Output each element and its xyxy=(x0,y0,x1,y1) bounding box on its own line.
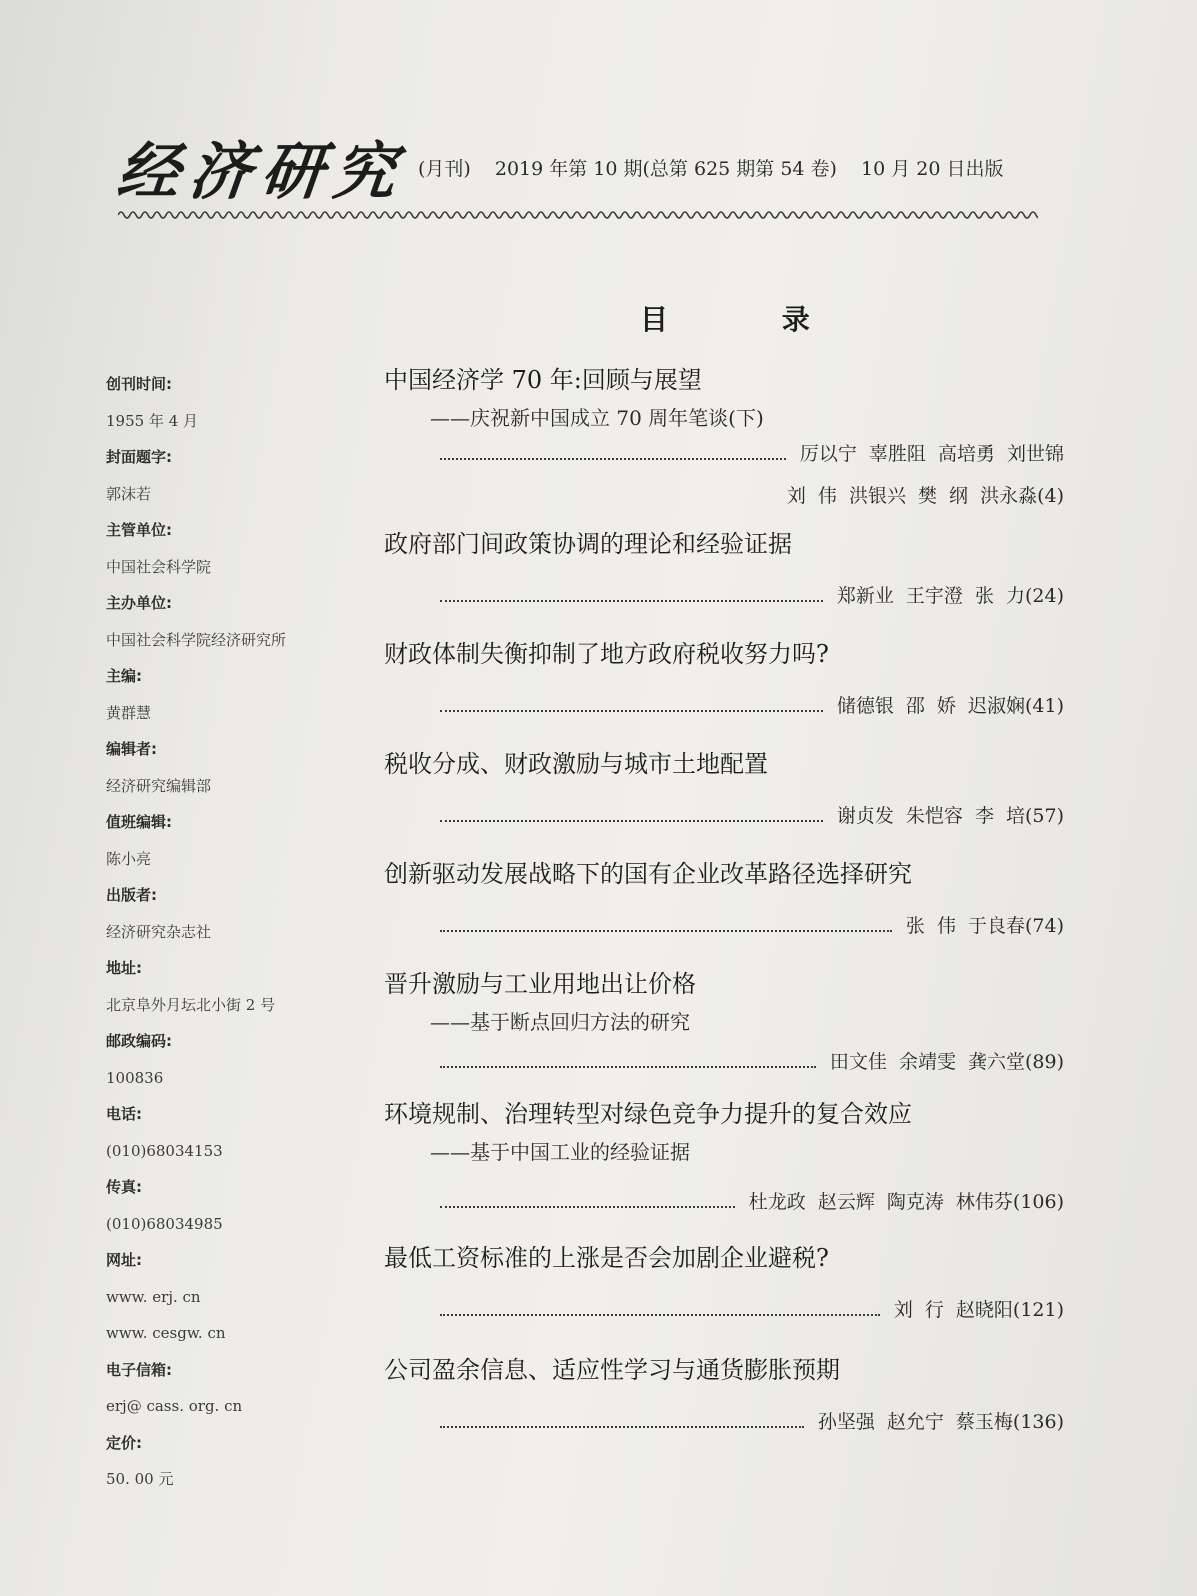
journal-logo: 经济研究 xyxy=(113,135,410,208)
masthead-frequency: (月刊) xyxy=(418,158,471,180)
sidebar-sponsor-value: 中国社会科学院经济研究所 xyxy=(106,630,287,649)
leader-dots xyxy=(440,1052,816,1068)
author-line xyxy=(384,436,1064,468)
sidebar-supervisor-value: 中国社会科学院 xyxy=(106,557,212,576)
masthead-info xyxy=(418,154,1021,181)
author-line xyxy=(384,1184,1064,1216)
sidebar-fax-value: (010)68034985 xyxy=(106,1214,223,1233)
sidebar-website-label: 网址: xyxy=(106,1251,142,1269)
table-of-contents xyxy=(384,360,1064,1436)
article-subtitle: ——庆祝新中国成立 70 周年笔谈(下) xyxy=(430,406,764,430)
leader-dots xyxy=(440,806,823,822)
sidebar-compiler-value: 经济研究编辑部 xyxy=(106,776,212,795)
author-line xyxy=(384,908,1064,940)
article-title: 中国经济学 70 年:回顾与展望 xyxy=(384,366,702,394)
toc-entry xyxy=(384,1238,1064,1324)
sidebar-phone-label: 电话: xyxy=(106,1105,142,1123)
author-line xyxy=(384,1292,1064,1324)
sidebar-postcode-label: 邮政编码: xyxy=(106,1032,172,1050)
sidebar-editor-value: 黄群慧 xyxy=(106,703,152,722)
sidebar-duty-editor-label: 值班编辑: xyxy=(106,813,172,831)
sidebar-cover-label: 封面题字: xyxy=(106,448,172,466)
article-title: 税收分成、财政激励与城市土地配置 xyxy=(384,750,768,778)
masthead-issue: 2019 年第 10 期(总第 625 期第 54 卷) xyxy=(494,158,837,180)
leader-dots xyxy=(440,1192,735,1208)
sidebar-phone-value: (010)68034153 xyxy=(106,1141,223,1160)
article-subtitle: ——基于断点回归方法的研究 xyxy=(430,1010,690,1034)
leader-dots xyxy=(440,444,786,460)
toc-entry xyxy=(384,1350,1064,1436)
sidebar-cover-value: 郭沫若 xyxy=(106,484,152,503)
article-authors: 杜龙政 赵云辉 陶克涛 林伟芬(106) xyxy=(748,1190,1064,1213)
sidebar-postcode-value: 100836 xyxy=(106,1068,164,1087)
sidebar-publisher-label: 出版者: xyxy=(106,886,157,904)
sidebar-sponsor-label: 主办单位: xyxy=(106,594,172,612)
sidebar-website-value-2: www. cesgw. cn xyxy=(106,1324,226,1342)
sidebar-email-label: 电子信箱: xyxy=(106,1360,172,1379)
sidebar-supervisor-label: 主管单位: xyxy=(106,521,172,539)
author-line xyxy=(384,798,1064,830)
toc-entry xyxy=(384,524,1064,610)
toc-entry xyxy=(384,1094,1064,1216)
article-authors: 孙坚强 赵允宁 蔡玉梅(136) xyxy=(817,1410,1064,1433)
article-authors: 田文佳 余靖雯 龚六堂(89) xyxy=(829,1050,1064,1073)
leader-dots xyxy=(440,696,823,712)
sidebar-editor-label: 主编: xyxy=(106,667,142,685)
sidebar-price-label: 定价: xyxy=(106,1433,142,1452)
sidebar-publisher-value: 经济研究杂志社 xyxy=(106,922,212,941)
sidebar-price-value: 50. 00 元 xyxy=(106,1470,174,1488)
sidebar-duty-editor-value: 陈小亮 xyxy=(106,849,152,868)
article-title: 创新驱动发展战略下的国有企业改革路径选择研究 xyxy=(384,860,912,888)
article-title: 最低工资标准的上涨是否会加剧企业避税? xyxy=(384,1244,829,1272)
article-authors: 厉以宁 辜胜阻 高培勇 刘世锦 xyxy=(799,442,1064,465)
decorative-wave-divider xyxy=(118,208,1038,222)
author-line xyxy=(384,578,1064,610)
article-title: 政府部门间政策协调的理论和经验证据 xyxy=(384,530,792,558)
sidebar-founded-value: 1955 年 4 月 xyxy=(106,411,199,430)
article-subtitle: ——基于中国工业的经验证据 xyxy=(430,1140,690,1164)
article-title: 环境规制、治理转型对绿色竞争力提升的复合效应 xyxy=(384,1100,912,1128)
article-authors-continued: 刘 伟 洪银兴 樊 纲 洪永淼(4) xyxy=(786,484,1064,507)
sidebar-website-value-1: www. erj. cn xyxy=(106,1287,201,1306)
toc-title: 目 录 xyxy=(640,303,862,336)
sidebar-fax-label: 传真: xyxy=(106,1178,142,1196)
toc-entry xyxy=(384,744,1064,830)
article-authors: 谢贞发 朱恺容 李 培(57) xyxy=(836,804,1064,827)
author-line xyxy=(384,1044,1064,1076)
author-line xyxy=(384,1404,1064,1436)
article-authors: 郑新业 王宇澄 张 力(24) xyxy=(836,584,1064,607)
leader-dots xyxy=(440,1412,804,1428)
toc-entry xyxy=(384,854,1064,940)
leader-dots xyxy=(440,916,892,932)
leader-dots xyxy=(440,586,823,602)
toc-entry xyxy=(384,360,1064,510)
publication-info-sidebar xyxy=(106,366,366,1498)
article-title: 财政体制失衡抑制了地方政府税收努力吗? xyxy=(384,640,829,668)
sidebar-email-value: erj@ cass. org. cn xyxy=(106,1397,243,1415)
sidebar-address-label: 地址: xyxy=(106,959,142,977)
article-authors: 刘 行 赵晓阳(121) xyxy=(893,1298,1064,1321)
article-authors: 储德银 邵 娇 迟淑娴(41) xyxy=(836,694,1064,717)
article-title: 公司盈余信息、适应性学习与通货膨胀预期 xyxy=(384,1356,840,1384)
toc-entry xyxy=(384,964,1064,1076)
leader-dots xyxy=(440,1300,880,1316)
toc-entry xyxy=(384,634,1064,720)
sidebar-compiler-label: 编辑者: xyxy=(106,740,157,758)
masthead-date: 10 月 20 日出版 xyxy=(861,158,1004,180)
author-line-continued xyxy=(384,478,1064,510)
article-authors: 张 伟 于良春(74) xyxy=(905,914,1064,937)
article-title: 晋升激励与工业用地出让价格 xyxy=(384,970,696,998)
sidebar-address-value: 北京阜外月坛北小街 2 号 xyxy=(106,995,276,1014)
author-line xyxy=(384,688,1064,720)
sidebar-founded-label: 创刊时间: xyxy=(106,375,172,393)
